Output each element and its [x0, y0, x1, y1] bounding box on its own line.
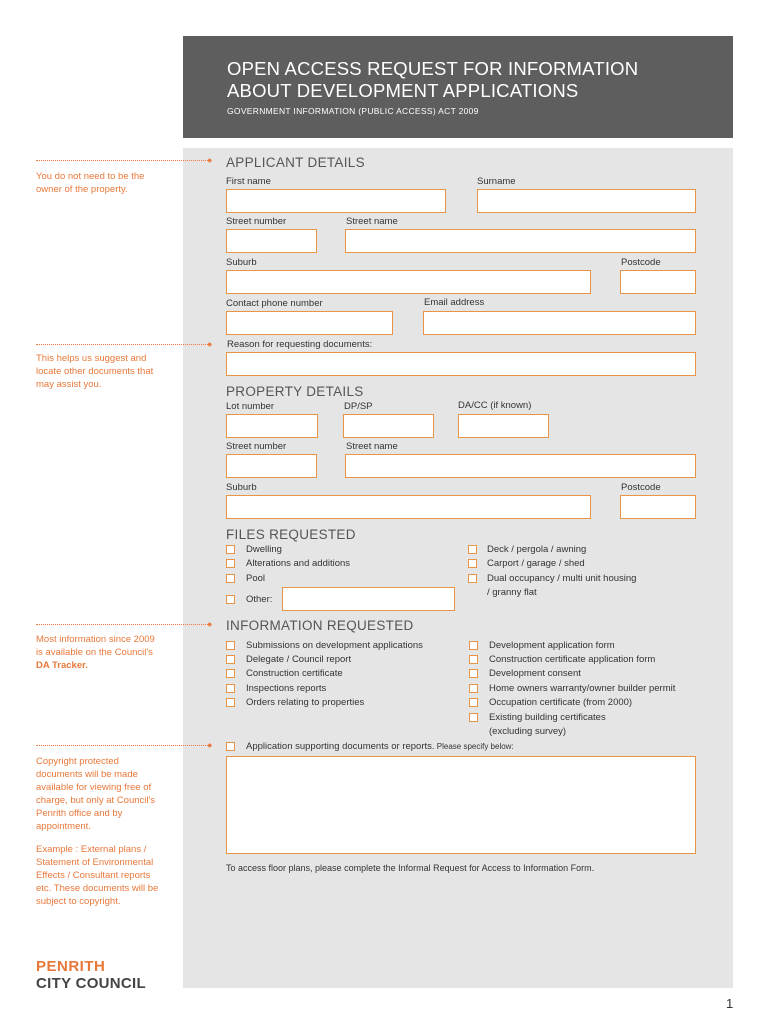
- applicant-details-heading: APPLICANT DETAILS: [226, 155, 365, 170]
- checkbox-carport[interactable]: [468, 559, 477, 568]
- option-alterations: Alterations and additions: [246, 558, 351, 569]
- applicant-street-name-input[interactable]: [345, 229, 696, 253]
- property-street-number-label: Street number: [226, 441, 287, 452]
- applicant-postcode-label: Postcode: [621, 257, 661, 268]
- reason-label: Reason for requesting documents:: [227, 339, 373, 350]
- lot-number-label: Lot number: [226, 401, 275, 412]
- option-dwelling: Dwelling: [246, 544, 282, 555]
- surname-label: Surname: [477, 176, 516, 187]
- files-requested-heading: FILES REQUESTED: [226, 527, 356, 542]
- dp-sp-label: DP/SP: [344, 401, 373, 412]
- lot-number-input[interactable]: [226, 414, 318, 438]
- reason-input[interactable]: [226, 352, 696, 376]
- property-suburb-input[interactable]: [226, 495, 591, 519]
- property-street-number-input[interactable]: [226, 454, 317, 478]
- da-cc-input[interactable]: [458, 414, 549, 438]
- applicant-street-number-label: Street number: [226, 216, 287, 227]
- checkbox-inspections-reports[interactable]: [226, 684, 235, 693]
- property-postcode-label: Postcode: [621, 482, 661, 493]
- supporting-documents-label: Application supporting documents or reports.: [246, 741, 435, 752]
- page-number: 1: [726, 996, 734, 1011]
- option-orders: Orders relating to properties: [246, 697, 365, 708]
- option-inspections-reports: Inspections reports: [246, 683, 327, 694]
- surname-input[interactable]: [477, 189, 696, 213]
- title-line-2: ABOUT DEVELOPMENT APPLICATIONS: [227, 80, 579, 101]
- dp-sp-input[interactable]: [343, 414, 434, 438]
- first-name-label: First name: [226, 176, 271, 187]
- side-note-example: Example : External plans / Statement of Environmental Effects / Consultant reports etc. These documents will be subject to copyright.: [36, 844, 159, 907]
- first-name-input[interactable]: [226, 189, 446, 213]
- form-header: [183, 36, 733, 138]
- checkbox-dual-occupancy[interactable]: [468, 574, 477, 583]
- option-supporting-documents: [246, 741, 514, 752]
- option-construction-certificate: Construction certificate: [246, 668, 343, 679]
- option-carport: Carport / garage / shed: [487, 558, 585, 569]
- option-granny-flat: / granny flat: [487, 587, 537, 598]
- side-note-owner: You do not need to be the owner of the property.: [36, 171, 145, 195]
- option-dual-occupancy: Dual occupancy / multi unit housing: [487, 573, 637, 584]
- property-postcode-input[interactable]: [620, 495, 696, 519]
- checkbox-development-consent[interactable]: [469, 669, 478, 678]
- option-deck: Deck / pergola / awning: [487, 544, 587, 555]
- option-pool: Pool: [246, 573, 266, 584]
- option-other: Other:: [246, 594, 273, 605]
- da-tracker-link[interactable]: DA Tracker.: [36, 660, 88, 671]
- property-street-name-input[interactable]: [345, 454, 696, 478]
- supporting-documents-hint: Please specify below:: [434, 742, 514, 751]
- side-note-reason: This helps us suggest and locate other documents that may assist you.: [36, 353, 154, 390]
- option-da-form: Development application form: [489, 640, 615, 651]
- checkbox-other[interactable]: [226, 595, 235, 604]
- penrith-logo-line2: CITY COUNCIL: [36, 975, 146, 992]
- checkbox-alterations[interactable]: [226, 559, 235, 568]
- option-occupation-certificate: Occupation certificate (from 2000): [489, 697, 633, 708]
- option-home-owners-warranty: Home owners warranty/owner builder permit: [489, 683, 676, 694]
- phone-input[interactable]: [226, 311, 393, 335]
- supporting-documents-textarea[interactable]: [226, 756, 696, 854]
- property-street-name-label: Street name: [346, 441, 398, 452]
- option-excluding-survey: (excluding survey): [489, 726, 567, 737]
- applicant-suburb-input[interactable]: [226, 270, 591, 294]
- leader-line-3: ◆: [36, 624, 208, 625]
- checkbox-dwelling[interactable]: [226, 545, 235, 554]
- da-cc-label: DA/CC (if known): [458, 400, 532, 411]
- leader-line-4: ◆: [36, 745, 208, 746]
- checkbox-supporting-documents[interactable]: [226, 742, 235, 751]
- leader-line-1: ◆: [36, 160, 208, 161]
- applicant-suburb-label: Suburb: [226, 257, 257, 268]
- option-delegate-report: Delegate / Council report: [246, 654, 352, 665]
- side-note-datracker-text: Most information since 2009 is available on the Council's: [36, 634, 155, 658]
- option-submissions: Submissions on development applications: [246, 640, 423, 651]
- email-input[interactable]: [423, 311, 696, 335]
- applicant-postcode-input[interactable]: [620, 270, 696, 294]
- penrith-logo-line1: PENRITH: [36, 958, 106, 975]
- form-title: [227, 58, 638, 102]
- checkbox-da-form[interactable]: [469, 641, 478, 650]
- checkbox-deck[interactable]: [468, 545, 477, 554]
- checkbox-occupation-certificate[interactable]: [469, 698, 478, 707]
- side-note-datracker: [36, 633, 161, 672]
- other-input[interactable]: [282, 587, 455, 611]
- side-note-copyright: Copyright protected documents will be made available for viewing free of charge, but only at Council's Penrith office and by appointment.: [36, 756, 156, 832]
- title-line-1: OPEN ACCESS REQUEST FOR INFORMATION: [227, 58, 639, 79]
- property-suburb-label: Suburb: [226, 482, 257, 493]
- option-development-consent: Development consent: [489, 668, 581, 679]
- checkbox-pool[interactable]: [226, 574, 235, 583]
- checkbox-home-owners-warranty[interactable]: [469, 684, 478, 693]
- form-subtitle: GOVERNMENT INFORMATION (PUBLIC ACCESS) ACT 2009: [227, 106, 479, 116]
- applicant-street-name-label: Street name: [346, 216, 398, 227]
- leader-line-2: ◆: [36, 344, 208, 345]
- option-cc-application-form: Construction certificate application form: [489, 654, 656, 665]
- floor-plans-note: To access floor plans, please complete the Informal Request for Access to Information Form.: [226, 863, 595, 873]
- checkbox-delegate-report[interactable]: [226, 655, 235, 664]
- checkbox-construction-certificate[interactable]: [226, 669, 235, 678]
- checkbox-submissions[interactable]: [226, 641, 235, 650]
- property-details-heading: PROPERTY DETAILS: [226, 384, 364, 399]
- applicant-street-number-input[interactable]: [226, 229, 317, 253]
- information-requested-heading: INFORMATION REQUESTED: [226, 618, 414, 633]
- email-label: Email address: [424, 297, 485, 308]
- checkbox-cc-application-form[interactable]: [469, 655, 478, 664]
- option-existing-building-certificates: Existing building certificates: [489, 712, 606, 723]
- phone-label: Contact phone number: [226, 298, 323, 309]
- checkbox-existing-building-certificates[interactable]: [469, 713, 478, 722]
- checkbox-orders[interactable]: [226, 698, 235, 707]
